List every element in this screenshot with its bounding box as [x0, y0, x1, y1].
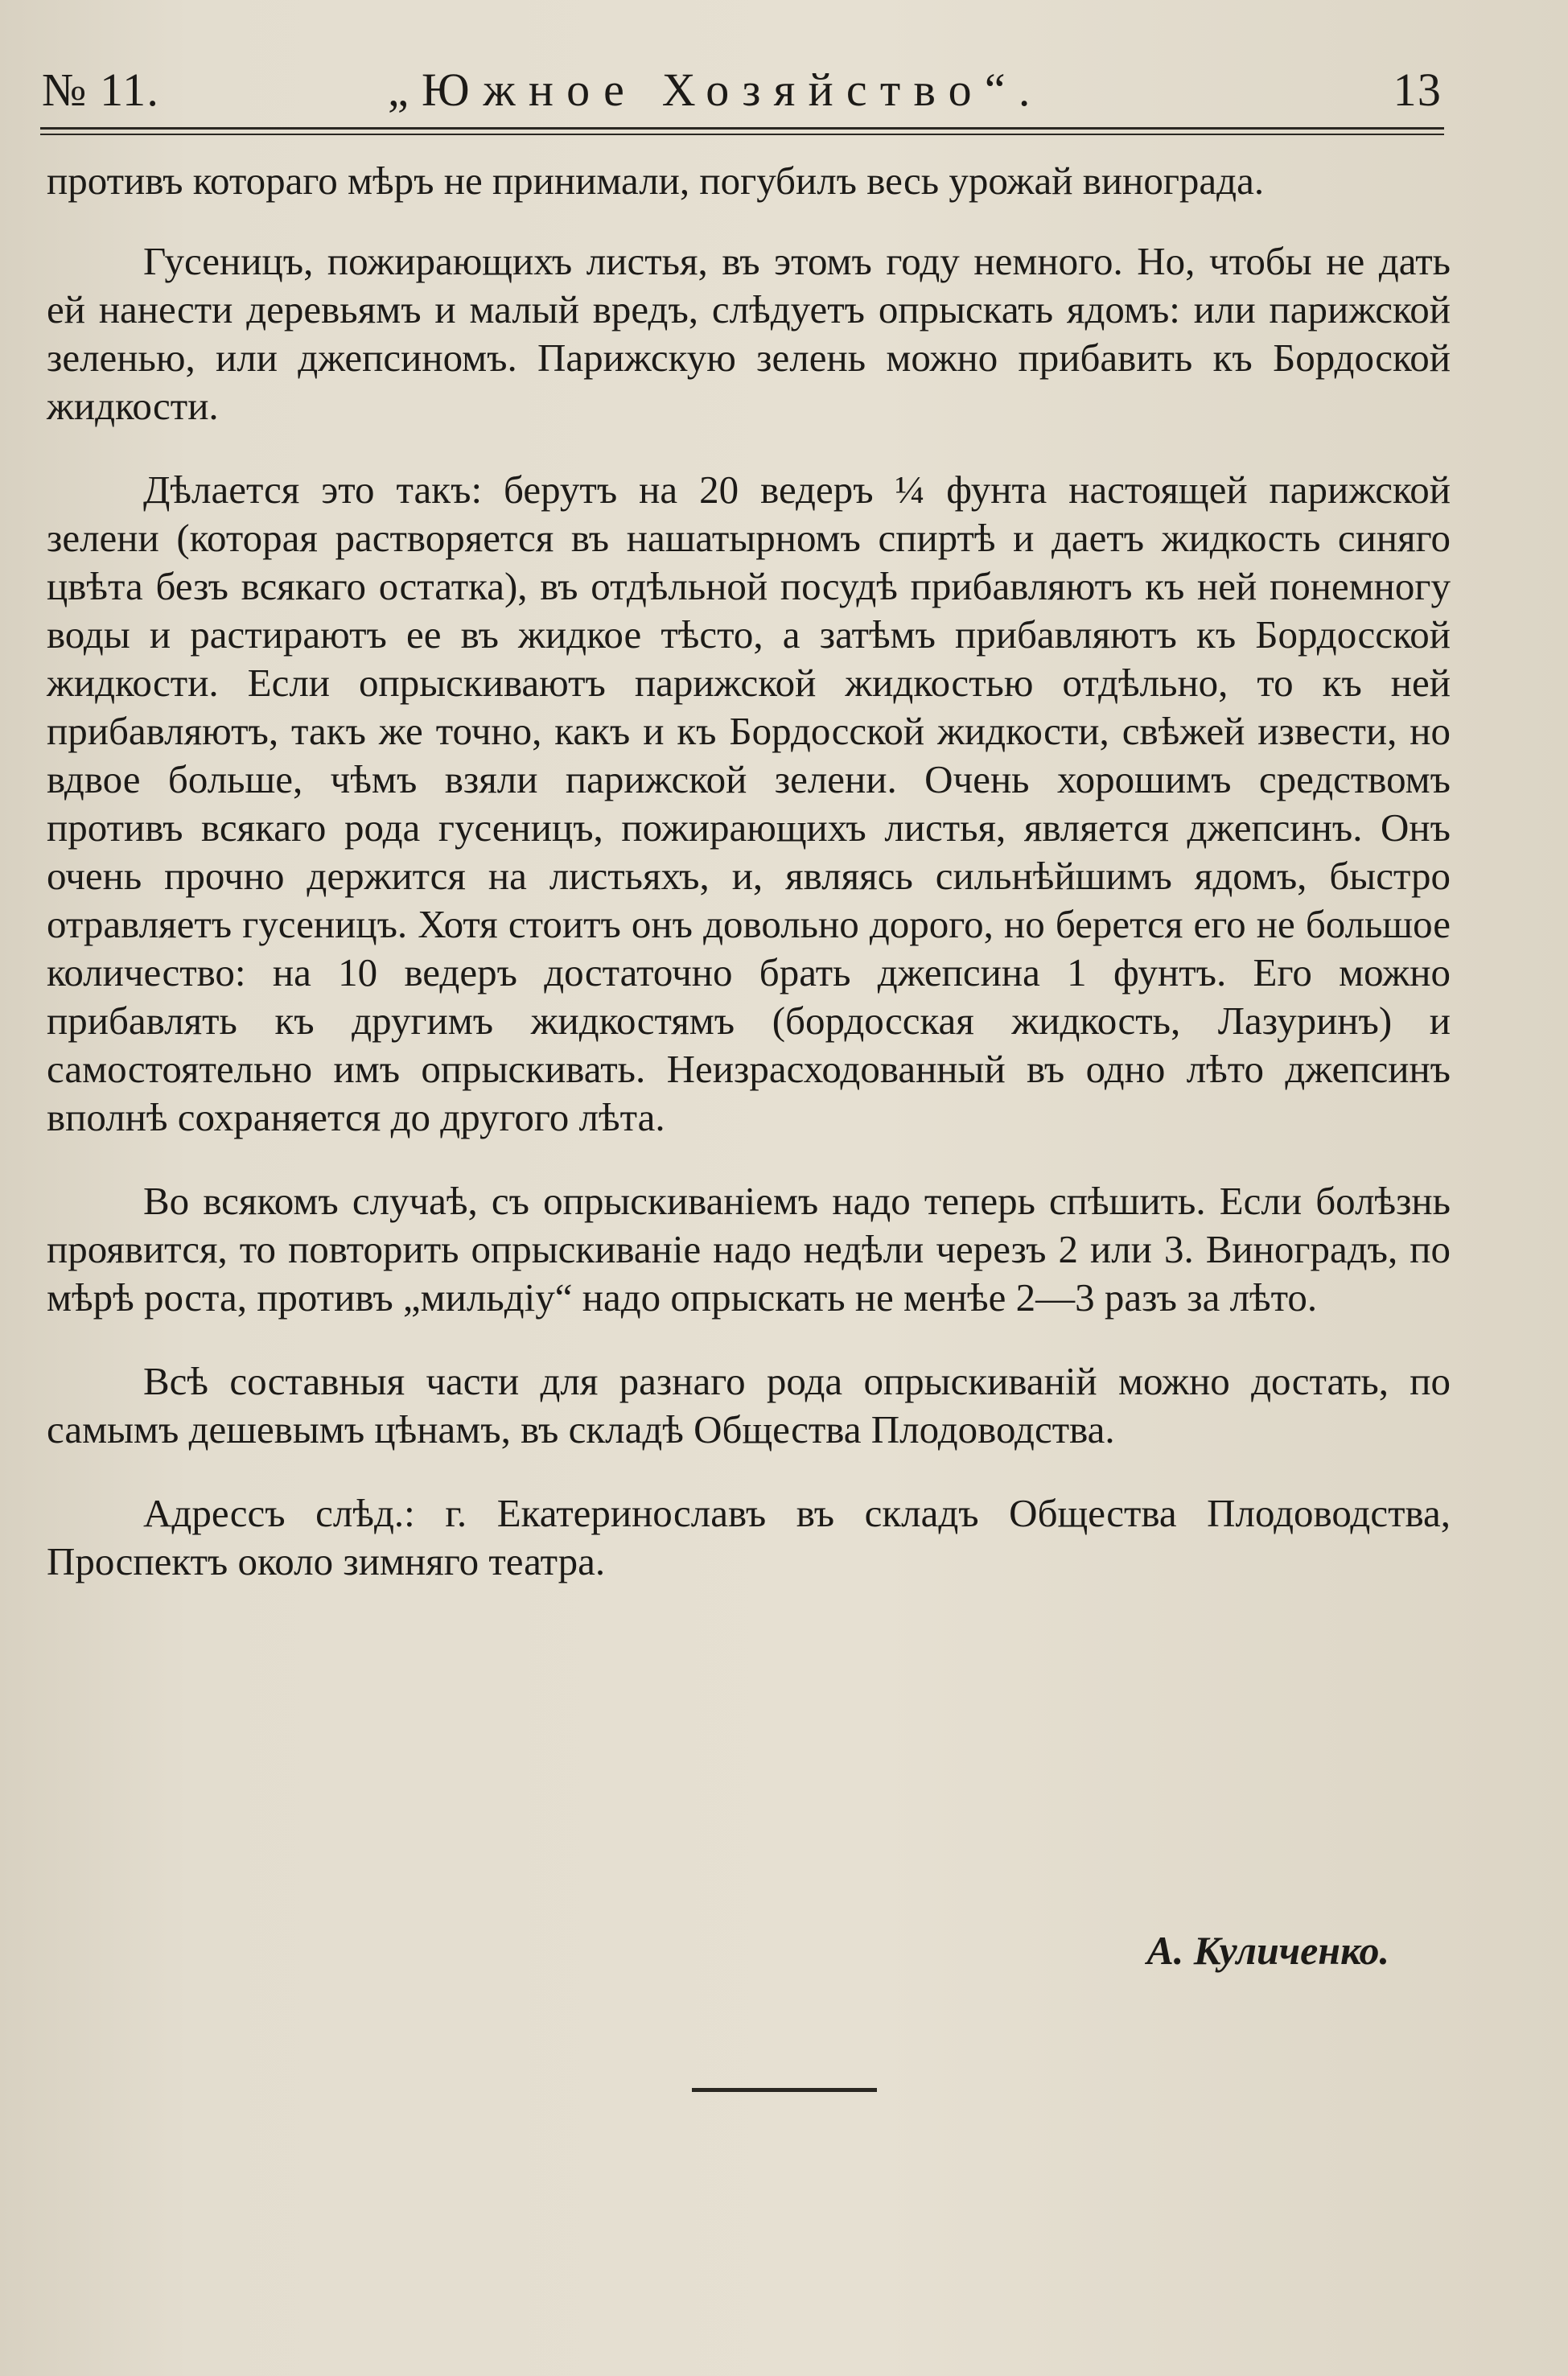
paragraph-supplies: Всѣ составныя части для разнаго рода опрыскиваній можно достать, по самымъ дешевымъ цѣнамъ, въ складѣ Общества Плодоводства.	[47, 1359, 1451, 1452]
page-number: 13	[1393, 64, 1442, 116]
header-rule-bottom	[40, 134, 1444, 135]
paragraph-method: Дѣлается это такъ: берутъ на 20 ведеръ ¼ фунта настоящей парижской зелени (которая растворяется въ нашатырномъ спиртѣ и даетъ жидкость синяго цвѣта безъ всякаго остатка), въ отдѣльной посудѣ прибавляютъ къ ней понемногу воды и растираютъ ее въ жидкое тѣсто, а затѣмъ прибавляютъ къ Бордосской жидкости. Если опрыскиваютъ парижской жидкостью отдѣльно, то къ ней прибавляютъ, такъ же точно, какъ и къ Бордосской жидкости, свѣжей извести, но вдвое больше, чѣмъ взяли парижской зелени. Очень хорошимъ средствомъ противъ всякаго рода гусеницъ, пожирающихъ листья, является джепсинъ. Онъ очень прочно держится на листьяхъ, и, являясь сильнѣйшимъ ядомъ, быстро отравляетъ гусеницъ. Хотя стоитъ онъ довольно дорого, но берется его не большое количество: на 10 ведеръ достаточно брать джепсина 1 фунтъ. Его можно прибавлять къ другимъ жидкостямъ (бордосская жидкость, Лазуринъ) и самостоятельно имъ опрыскивать. Неизрасходованный въ одно лѣто джепсинъ вполнѣ сохраняется до другого лѣта.	[47, 467, 1451, 1139]
author-signature: А. Куличенко.	[1146, 1928, 1389, 1973]
issue-number: № 11.	[42, 64, 159, 116]
paragraph-address: Адрессъ слѣд.: г. Екатеринославъ въ складъ Общества Плодоводства, Проспектъ около зимняго театра.	[47, 1491, 1451, 1583]
journal-title: „Южное Хозяйство“.	[388, 64, 1043, 116]
running-header	[42, 63, 1442, 127]
paragraph-spraying: Во всякомъ случаѣ, съ опрыскиваніемъ надо теперь спѣшить. Если болѣзнь проявится, то повторить опрыскиваніе надо недѣли черезъ 2 или 3. Виноградъ, по мѣрѣ роста, противъ „мильдіу“ надо опрыскать не менѣе 2—3 разъ за лѣто.	[47, 1179, 1451, 1320]
header-rule-top	[40, 127, 1444, 130]
end-rule	[692, 2088, 877, 2092]
paragraph-caterpillars: Гусеницъ, пожирающихъ листья, въ этомъ году немного. Но, чтобы не дать ей нанести деревьямъ и малый вредъ, слѣдуетъ опрыскать ядомъ: или парижской зеленью, или джепсиномъ. Парижскую зелень можно прибавить къ Бордоской жидкости.	[47, 239, 1451, 428]
article-body	[47, 157, 1451, 1621]
paragraph-continuation: противъ котораго мѣръ не принимали, погубилъ весь урожай винограда.	[47, 159, 1265, 203]
